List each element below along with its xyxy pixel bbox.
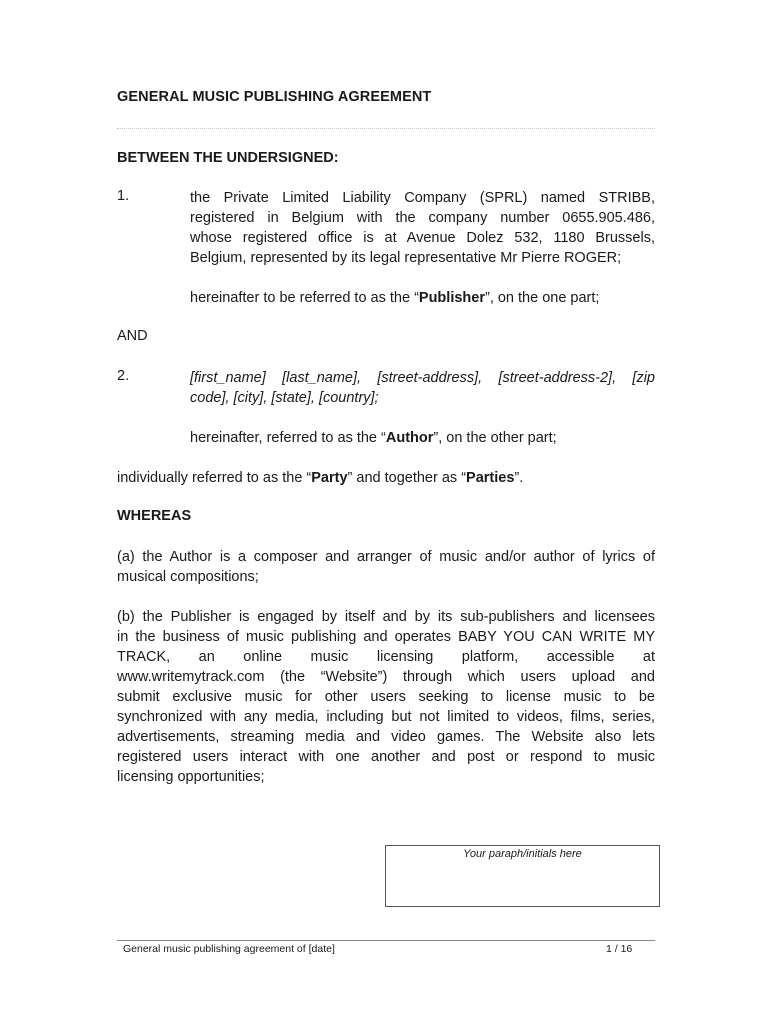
clause-b-line: registered users interact with one another and post or respond to music	[117, 749, 655, 765]
footer-document-name: General music publishing agreement of [date]	[123, 943, 335, 955]
party1-line: whose registered office is at Avenue Dolez 532, 1180 Brussels,	[190, 230, 655, 246]
between-heading: BETWEEN THE UNDERSIGNED:	[117, 150, 339, 166]
party1-line: Belgium, represented by its legal representative Mr Pierre ROGER;	[190, 250, 622, 266]
paraph-initials-box[interactable]	[385, 845, 660, 907]
clause-a-line: (a) the Author is a composer and arranger of music and/or author of lyrics of	[117, 549, 655, 565]
party1-number: 1.	[117, 188, 130, 204]
title-separator	[117, 128, 655, 129]
party1-line: the Private Limited Liability Company (SPRL) named STRIBB,	[190, 190, 655, 206]
party2-description	[190, 368, 655, 408]
party2-line: [first_name] [last_name], [street-address], [street-address-2], [zip	[190, 370, 655, 386]
individually-clause: individually referred to as the “Party” and together as “Parties”.	[117, 470, 524, 486]
party1-description	[190, 188, 655, 268]
parties-term: Parties	[466, 470, 515, 486]
party1-line: registered in Belgium with the company number 0655.905.486,	[190, 210, 655, 226]
and-connector: AND	[117, 328, 148, 344]
clause-b	[117, 607, 655, 787]
clause-b-line: in the business of music publishing and operates BABY YOU CAN WRITE MY	[117, 629, 655, 645]
clause-b-line: www.writemytrack.com (the “Website”) through which users upload and	[117, 669, 655, 685]
party2-number: 2.	[117, 368, 130, 384]
clause-b-line: advertisements, streaming media and video games. The Website also lets	[117, 729, 655, 745]
party2-line: code], [city], [state], [country];	[190, 390, 379, 406]
author-term: Author	[385, 430, 434, 446]
clause-a-line: musical compositions;	[117, 569, 259, 585]
footer-page-number: 1 / 16	[606, 943, 633, 955]
document-title: GENERAL MUSIC PUBLISHING AGREEMENT	[117, 89, 432, 105]
footer-rule	[117, 940, 655, 941]
whereas-heading: WHEREAS	[117, 508, 192, 524]
clause-b-line: TRACK, an online music licensing platform, accessible at	[117, 649, 655, 665]
party2-referred: hereinafter, referred to as the “Author”, on the other part;	[190, 430, 557, 446]
clause-b-line: licensing opportunities;	[117, 769, 265, 785]
clause-b-line: submit exclusive music for other users seeking to license music to be	[117, 689, 655, 705]
party1-referred: hereinafter to be referred to as the “Publisher”, on the one part;	[190, 290, 600, 306]
party-term: Party	[311, 470, 348, 486]
clause-a	[117, 547, 655, 587]
clause-b-line: synchronized with any media, including but not limited to videos, films, series,	[117, 709, 655, 725]
paraph-label: Your paraph/initials here	[463, 848, 582, 860]
clause-b-line: (b) the Publisher is engaged by itself and by its sub-publishers and licensees	[117, 609, 655, 625]
publisher-term: Publisher	[418, 290, 485, 306]
